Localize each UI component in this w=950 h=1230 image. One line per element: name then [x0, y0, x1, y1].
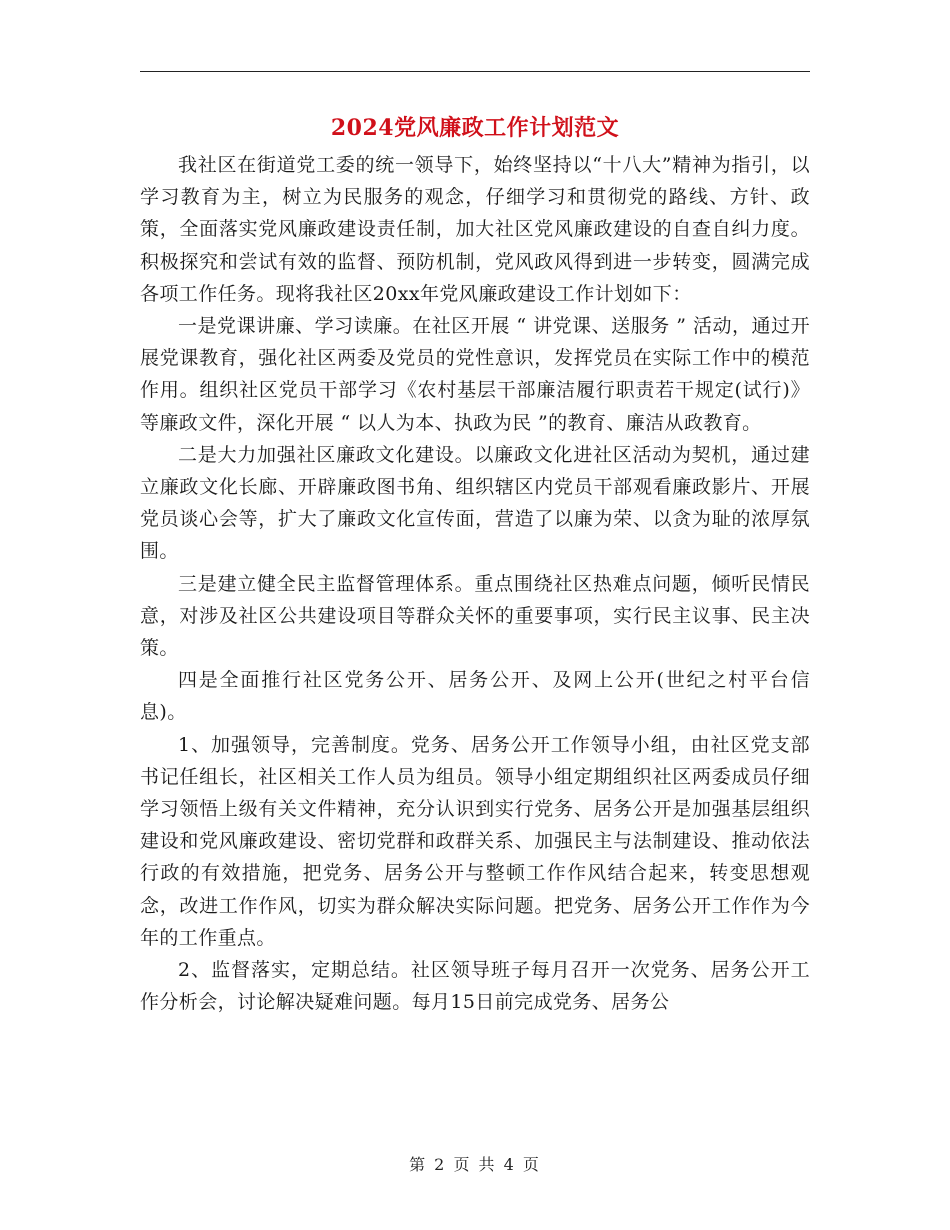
paragraph-item-2: 二是大力加强社区廉政文化建设。以廉政文化进社区活动为契机，通过建立廉政文化长廊、开辟廉政图书角、组织辖区内党员干部观看廉政影片、开展党员谈心会等，扩大了廉政文化宣传面，营造了以廉为荣、以贪为耻的浓厚氛围。 — [140, 443, 810, 563]
paragraph-item-4: 四是全面推行社区党务公开、居务公开、及网上公开(世纪之村平台信息)。 — [140, 669, 810, 724]
paragraph-intro: 我社区在街道党工委的统一领导下，始终坚持以“十八大”精神为指引，以学习教育为主，树立为民服务的观念，仔细学习和贯彻党的路线、方针、政策，全面落实党风廉政建设责任制，加大社区党风廉政建设的自查自纠力度。积极探究和尝试有效的监督、预防机制，党风政风得到进一步转变，圆满完成各项工作任务。现将我社区20xx年党风廉政建设工作计划如下： — [140, 154, 810, 305]
document-title: 2024党风廉政工作计划范文 — [330, 115, 620, 141]
paragraph-subitem-1: 1、加强领导，完善制度。党务、居务公开工作领导小组，由社区党支部书记任组长，社区相关工作人员为组员。领导小组定期组织社区两委成员仔细学习领悟上级有关文件精神，充分认识到实行党务、居务公开是加强基层组织建设和党风廉政建设、密切党群和政群关系、加强民主与法制建设、推动依法行政的有效措施，把党务、居务公开与整顿工作作风结合起来，转变思想观念，改进工作作风，切实为群众解决实际问题。把党务、居务公开工作作为今年的工作重点。 — [140, 733, 810, 949]
paragraph-item-3: 三是建立健全民主监督管理体系。重点围绕社区热难点问题，倾听民情民意，对涉及社区公共建设项目等群众关怀的重要事项，实行民主议事、民主决策。 — [140, 572, 810, 660]
page-number: 第 2 页 共 4 页 — [409, 1155, 541, 1174]
paragraph-item-1: 一是党课讲廉、学习读廉。在社区开展 “ 讲党课、送服务 ” 活动，通过开展党课教育，强化社区两委及党员的党性意识，发挥党员在实际工作中的模范作用。组织社区党员干部学习《农村基层干部廉洁履行职责若干规定(试行)》等廉政文件，深化开展 “ 以人为本、执政为民 ”的教育、廉洁从政教育。 — [140, 315, 810, 434]
header-rule — [140, 71, 810, 72]
document-body — [140, 149, 810, 1018]
paragraph-subitem-2: 2、监督落实，定期总结。社区领导班子每月召开一次党务、居务公开工作分析会，讨论解决疑难问题。每月15日前完成党务、居务公 — [140, 959, 810, 1014]
